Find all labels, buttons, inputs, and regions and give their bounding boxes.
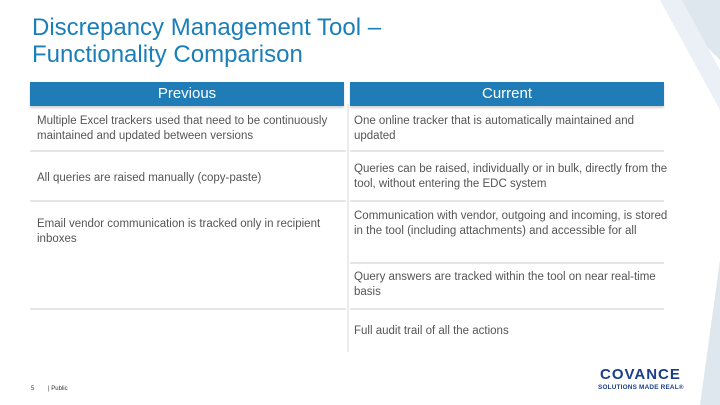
cell-previous-3: Email vendor communication is tracked only in recipient inboxes xyxy=(37,218,321,245)
row-divider-left-4 xyxy=(30,308,346,310)
cell-current-4: Query answers are tracked within the tool on near real-time basis xyxy=(354,271,656,298)
covance-logo xyxy=(596,366,706,396)
classification-label: | Public xyxy=(48,386,68,392)
slide-title xyxy=(32,14,552,68)
logo-wordmark: COVANCE xyxy=(600,366,681,383)
logo-tagline: SOLUTIONS MADE REAL® xyxy=(598,384,684,391)
slide-title-line-1: Discrepancy Management Tool – xyxy=(32,14,382,41)
cell-current-1: One online tracker that is automatically maintained and updated xyxy=(354,115,634,142)
cell-current-5: Full audit trail of all the actions xyxy=(354,324,509,337)
row-divider-right-1 xyxy=(350,150,664,152)
header-current: Current xyxy=(350,82,664,106)
cell-previous-2: All queries are raised manually (copy-paste) xyxy=(37,171,262,184)
page-number: 5 xyxy=(31,386,35,392)
cell-current-3: Communication with vendor, outgoing and incoming, is stored in the tool (including attachments) and accessible for all xyxy=(354,210,668,237)
cell-current-2: Queries can be raised, individually or in bulk, directly from the tool, without entering the EDC system xyxy=(354,163,668,190)
header-previous: Previous xyxy=(30,82,344,106)
slide-title-line-2: Functionality Comparison xyxy=(32,41,303,68)
row-divider-left-1 xyxy=(30,150,346,152)
column-divider xyxy=(347,104,349,352)
row-divider-right-4 xyxy=(350,308,664,310)
row-divider-left-2 xyxy=(30,200,346,202)
row-divider-right-3 xyxy=(350,262,664,264)
row-divider-right-2 xyxy=(350,200,664,202)
cell-previous-1: Multiple Excel trackers used that need to be continuously maintained and updated between versions xyxy=(37,115,328,142)
decorative-stripe xyxy=(660,0,720,405)
